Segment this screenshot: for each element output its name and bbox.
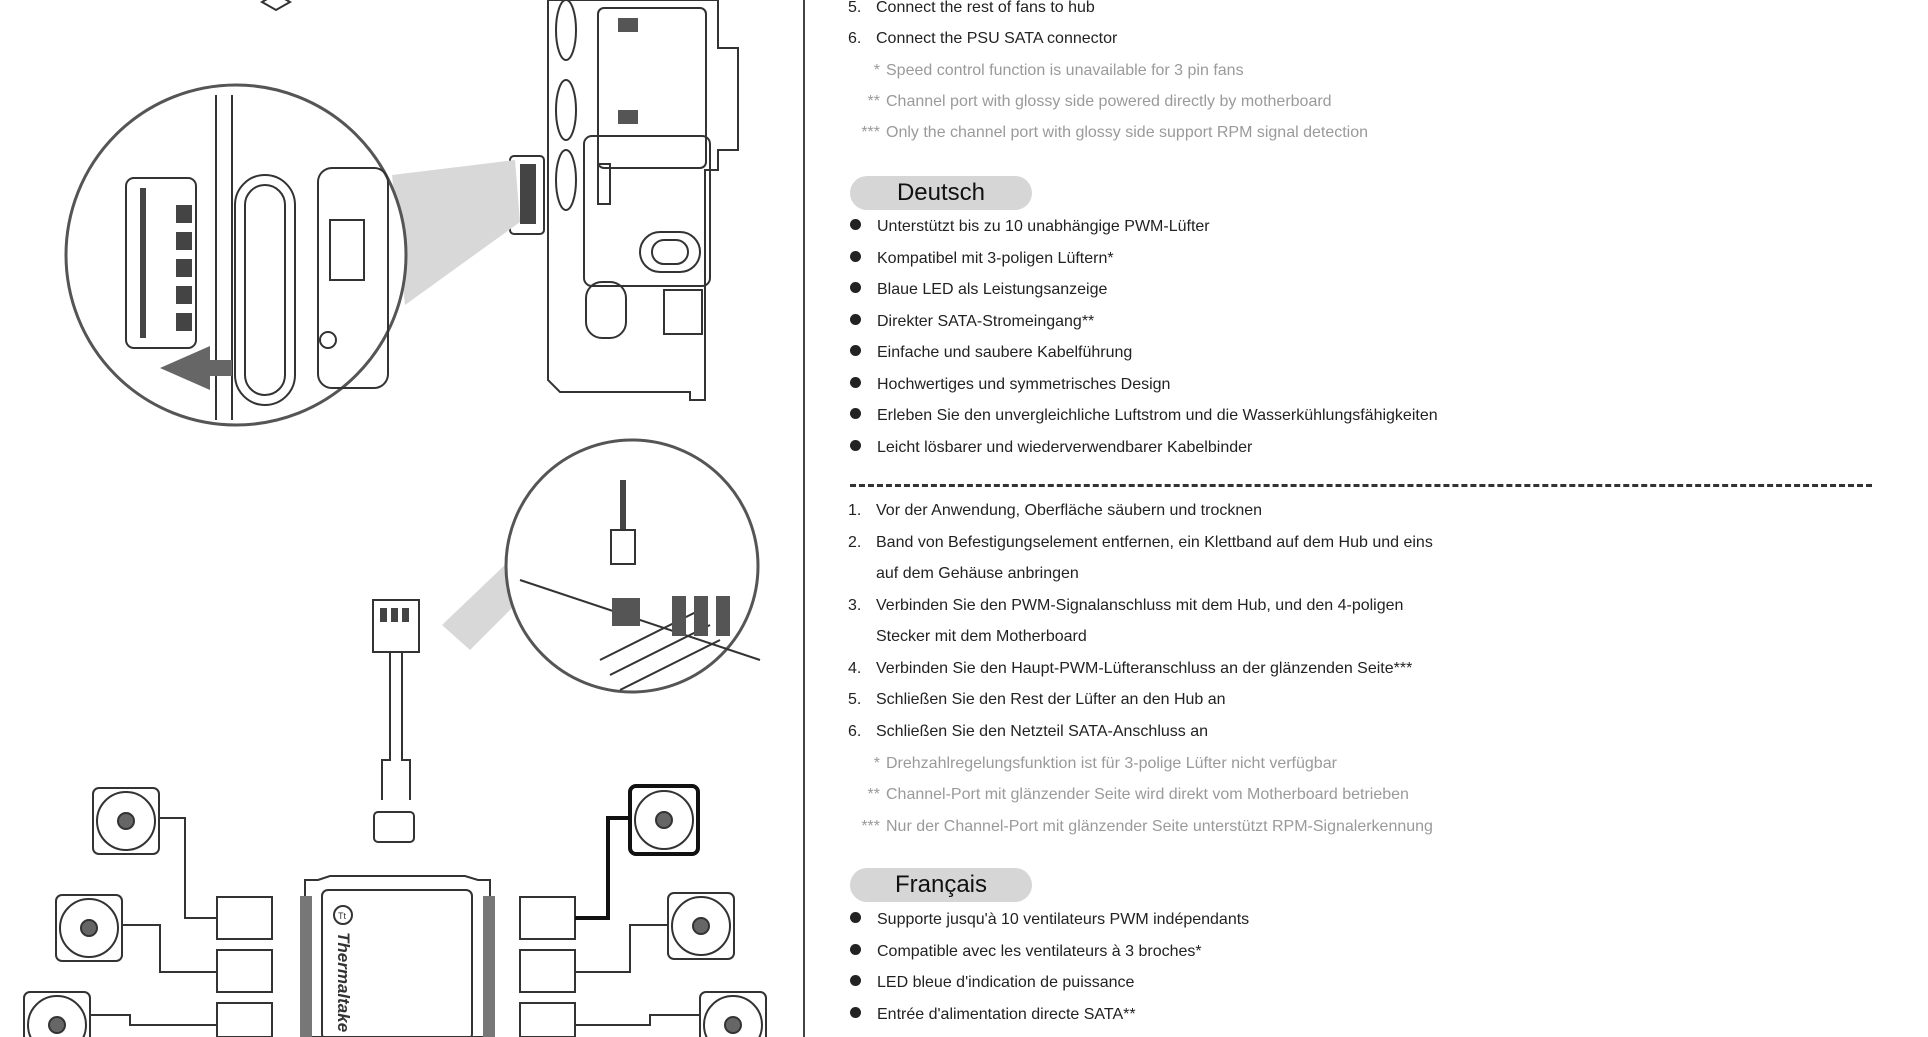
deutsch-step: 1. Vor der Anwendung, Oberfläche säubern und trocknen — [848, 502, 1263, 519]
column-divider — [803, 0, 805, 1037]
francais-feature: LED bleue d'indication de puissance — [850, 974, 1134, 992]
francais-feature: Supporte jusqu'à 10 ventilateurs PWM indépendants — [850, 911, 1249, 929]
english-note-3: *** Only the channel port with glossy side support RPM signal detection — [861, 124, 1369, 141]
deutsch-step: 6. Schließen Sie den Netzteil SATA-Anschluss an — [848, 723, 1209, 740]
hub-brand-text: Thermaltake — [334, 932, 353, 1033]
english-step-5: 5. Connect the rest of fans to hub — [848, 0, 1095, 16]
deutsch-feature: Unterstützt bis zu 10 unabhängige PWM-Lüfter — [850, 218, 1210, 236]
deutsch-note-3: *** Nur der Channel-Port mit glänzender Seite unterstützt RPM-Signalerkennung — [861, 818, 1433, 835]
deutsch-step: 3. Verbinden Sie den PWM-Signalanschluss mit dem Hub, und den 4-poligen — [848, 597, 1404, 614]
section-divider — [850, 484, 1872, 487]
deutsch-feature: Leicht lösbarer und wiederverwendbarer Kabelbinder — [850, 439, 1252, 457]
deutsch-feature: Blaue LED als Leistungsanzeige — [850, 281, 1107, 299]
deutsch-step: 4. Verbinden Sie den Haupt-PWM-Lüfteranschluss an der glänzenden Seite*** — [848, 660, 1413, 677]
deutsch-feature: Kompatibel mit 3-poligen Lüftern* — [850, 250, 1114, 268]
deutsch-step-continuation: auf dem Gehäuse anbringen — [876, 565, 1079, 582]
english-note-2: ** Channel port with glossy side powered directly by motherboard — [867, 93, 1332, 110]
francais-feature: Entrée d'alimentation directe SATA** — [850, 1006, 1136, 1024]
installation-illustration — [0, 0, 800, 1037]
section-label-deutsch: Deutsch — [850, 176, 1032, 210]
deutsch-step: 2. Band von Befestigungselement entfernen, ein Klettband auf dem Hub und eins — [848, 534, 1433, 551]
deutsch-note-2: ** Channel-Port mit glänzender Seite wird direkt vom Motherboard betrieben — [867, 786, 1409, 803]
hub-logo-text: Tt — [338, 911, 346, 921]
section-label-francais: Français — [850, 868, 1032, 902]
deutsch-note-1: * Drehzahlregelungsfunktion ist für 3-polige Lüfter nicht verfügbar — [873, 755, 1337, 772]
english-step-6: 6. Connect the PSU SATA connector — [848, 30, 1118, 47]
deutsch-step: 5. Schließen Sie den Rest der Lüfter an den Hub an — [848, 691, 1226, 708]
deutsch-step-continuation: Stecker mit dem Motherboard — [876, 628, 1087, 645]
deutsch-feature: Erleben Sie den unvergleichliche Luftstrom und die Wasserkühlungsfähigkeiten — [850, 407, 1438, 425]
deutsch-feature: Hochwertiges und symmetrisches Design — [850, 376, 1170, 394]
francais-feature: Compatible avec les ventilateurs à 3 broches* — [850, 943, 1202, 961]
english-note-1: * Speed control function is unavailable for 3 pin fans — [873, 62, 1244, 79]
deutsch-feature: Einfache und saubere Kabelführung — [850, 344, 1132, 362]
deutsch-feature: Direkter SATA-Stromeingang** — [850, 313, 1094, 331]
